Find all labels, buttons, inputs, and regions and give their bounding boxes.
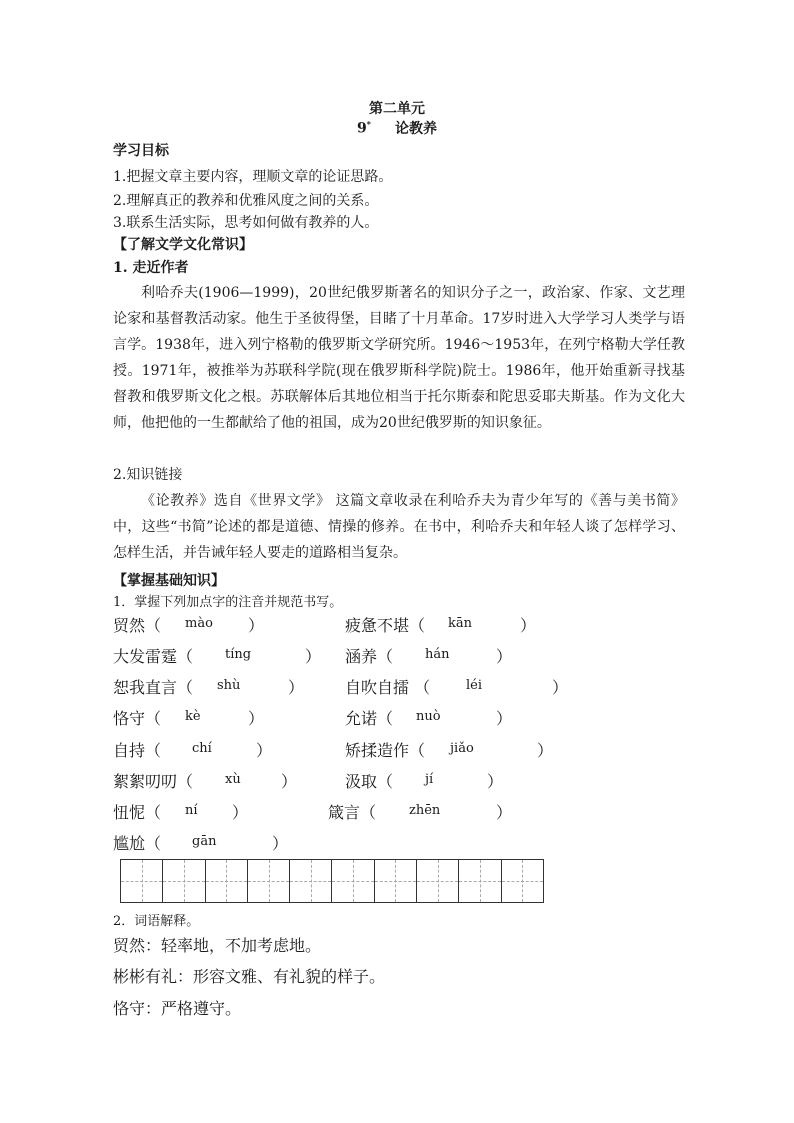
vocab-pinyin: chí (192, 741, 212, 756)
vocab-close: ） (552, 678, 569, 697)
definition-item: 彬彬有礼：形容文雅、有礼貌的样子。 (113, 967, 386, 986)
lesson-number: 9* (357, 119, 371, 137)
definition-item: 恪守：严格遵守。 (113, 999, 242, 1018)
goal-item: 2.理解真正的教养和优雅风度之间的关系。 (113, 193, 379, 209)
grid-cell[interactable] (332, 860, 374, 902)
vocab-pinyin: shù (217, 678, 241, 693)
grid-cell[interactable] (502, 860, 543, 902)
vocab-word: 矫揉造作（ (345, 741, 426, 760)
vocab-pinyin: mào (185, 616, 213, 631)
lesson-title (0, 118, 794, 138)
vocab-word: 尴尬（ (113, 834, 162, 853)
vocab-word: 恕我直言（ (113, 678, 194, 697)
vocab-word: 箴言（ (328, 803, 377, 822)
vocab-pinyin: zhēn (409, 803, 441, 818)
vocab-pinyin: tíng (225, 647, 252, 662)
author-paragraph: 利哈乔夫(1906—1999)，20世纪俄罗斯著名的知识分子之一，政治家、作家、文艺理论家和基督教活动家。他生于圣彼得堡，目睹了十月革命。17岁时进入大学学习人类学与语言学。1938年，进入列宁格勒的俄罗斯文学研究所。1946～1953年，在列宁格勒大学任教授。1971年，被推举为苏联科学院(现在俄罗斯科学院)院士。1986年，他开始重新寻找基督教和俄罗斯文化之根。苏联解体后其地位相当于托尔斯泰和陀思妥耶夫斯基。作为文化大师，他把他的一生都献给了他的祖国，成为20世纪俄罗斯的知识象征。 (113, 285, 685, 431)
grid-cell[interactable] (248, 860, 290, 902)
vocab-close: ） (520, 616, 537, 635)
grid-cell[interactable] (375, 860, 417, 902)
grid-cell[interactable] (459, 860, 501, 902)
vocab-pinyin: kān (448, 616, 473, 631)
vocab-pinyin: jiǎo (450, 741, 474, 756)
vocab-word: 汲取（ (345, 772, 394, 791)
vocab-close: ） (248, 616, 265, 635)
link-paragraph: 《论教养》选自《世界文学》 这篇文章收录在利哈乔夫为青少年写的《善与美书简》中，这些“书简”论述的都是道德、情操的修养。在书中，利哈乔夫和年轻人谈了怎样学习、怎样生活，并告诫年轻人要走的道路相当复杂。 (113, 493, 685, 561)
goals-heading: 学习目标 (113, 143, 169, 159)
vocab-word: 忸怩（ (113, 803, 162, 822)
vocab-pinyin: hán (425, 647, 450, 662)
question-1: 1．掌握下列加点字的注音并规范书写。 (113, 595, 343, 610)
grid-cell[interactable] (417, 860, 459, 902)
grid-cell[interactable] (121, 860, 163, 902)
vocab-close: ） (272, 834, 289, 853)
vocab-pinyin: gān (192, 834, 217, 849)
question-2: 2．词语解释。 (113, 914, 200, 929)
vocab-word: 自吹自擂 （ (345, 678, 431, 697)
vocab-word: 絮絮叨叨（ (113, 772, 194, 791)
vocab-close: ） (305, 647, 322, 666)
vocab-word: 大发雷霆（ (113, 647, 194, 666)
vocab-close: ） (537, 741, 554, 760)
grid-cell[interactable] (206, 860, 248, 902)
vocab-close: ） (256, 741, 273, 760)
vocab-word: 恪守（ (113, 709, 162, 728)
vocab-pinyin: ní (185, 803, 198, 818)
vocab-pinyin: nuò (416, 709, 441, 724)
vocab-pinyin: léi (466, 678, 483, 693)
grid-cell[interactable] (163, 860, 205, 902)
vocab-word: 自持（ (113, 741, 162, 760)
vocab-close: ） (248, 709, 265, 728)
vocab-word: 涵养（ (345, 647, 394, 666)
vocab-pinyin: jí (425, 772, 434, 787)
basics-heading: 【掌握基础知识】 (113, 573, 225, 589)
vocab-close: ） (281, 772, 298, 791)
goal-item: 3.联系生活实际，思考如何做有教养的人。 (113, 215, 379, 231)
vocab-close: ） (496, 709, 513, 728)
vocab-close: ） (288, 678, 305, 697)
vocab-close: ） (496, 803, 513, 822)
vocab-word: 允诺（ (345, 709, 394, 728)
vocab-close: ） (496, 647, 513, 666)
definition-item: 贸然：轻率地，不加考虑地。 (113, 936, 322, 955)
vocab-word: 贸然（ (113, 616, 162, 635)
lesson-name: 论教养 (394, 121, 437, 137)
unit-title: 第二单元 (369, 101, 425, 117)
culture-heading: 【了解文学文化常识】 (113, 237, 253, 253)
vocab-pinyin: xù (225, 772, 241, 787)
vocab-pinyin: kè (185, 709, 201, 724)
writing-grid[interactable] (120, 859, 544, 903)
goal-item: 1.把握文章主要内容，理顺文章的论证思路。 (113, 169, 393, 185)
grid-cell[interactable] (290, 860, 332, 902)
vocab-close: ） (487, 772, 504, 791)
vocab-word: 疲惫不堪（ (345, 616, 426, 635)
author-heading: 1. 走近作者 (113, 260, 189, 276)
vocab-close: ） (232, 803, 249, 822)
link-heading: 2.知识链接 (113, 467, 183, 483)
